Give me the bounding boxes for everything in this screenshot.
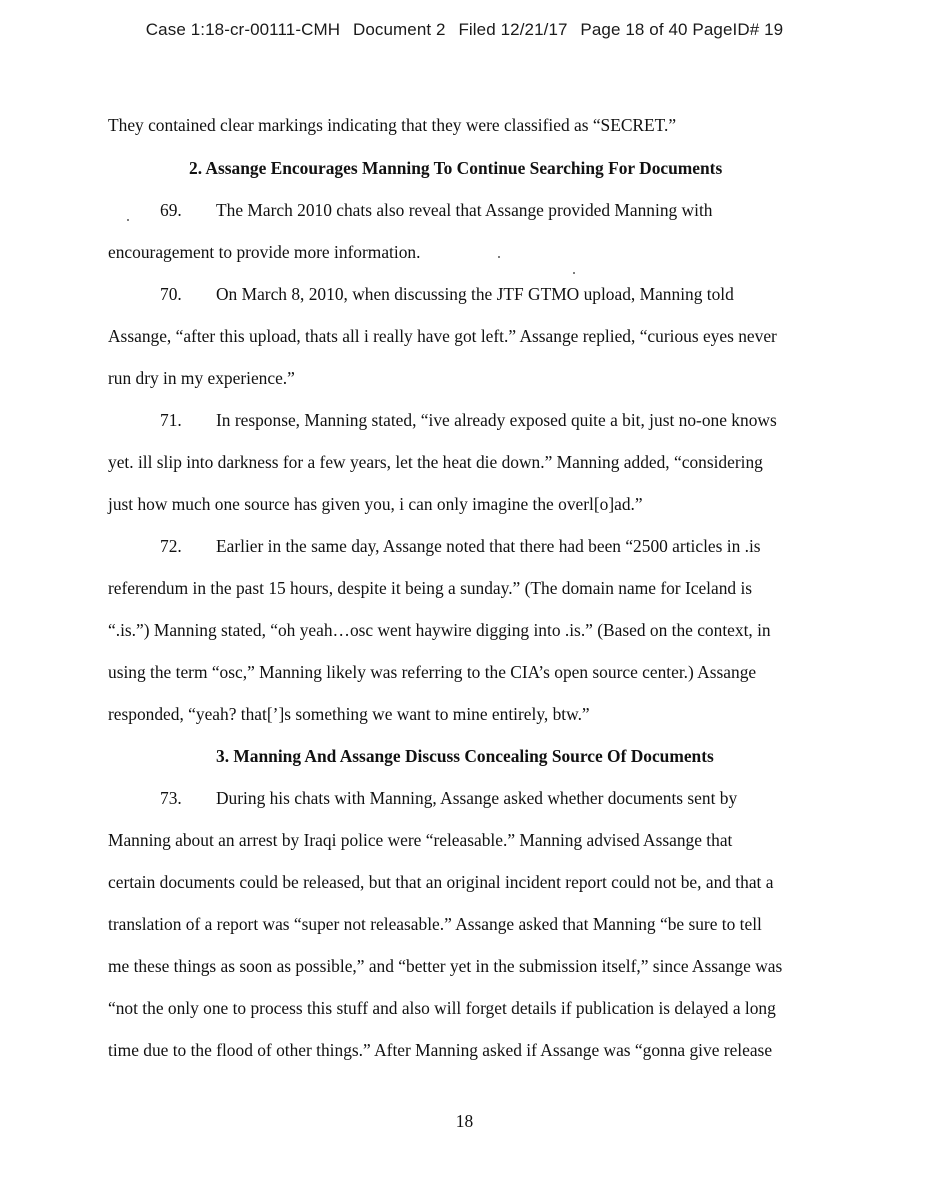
- paragraph-72-line: using the term “osc,” Manning likely was referring to the CIA’s open source center.) Assange: [108, 662, 757, 682]
- paragraph-number-71: 71.: [160, 410, 182, 430]
- paragraph-number-73: 73.: [160, 788, 182, 808]
- page-id: Page 18 of 40 PageID# 19: [580, 20, 784, 39]
- paragraph-73-line: “not the only one to process this stuff and also will forget details if publication is delayed a long: [108, 998, 776, 1018]
- section-heading-2: 2. Assange Encourages Manning To Continue Searching For Documents: [189, 158, 723, 178]
- paragraph-72-line: Earlier in the same day, Assange noted that there had been “2500 articles in .is: [216, 536, 761, 556]
- paragraph-number-72: 72.: [160, 536, 182, 556]
- paragraph-73-line: During his chats with Manning, Assange asked whether documents sent by: [216, 788, 738, 808]
- paragraph-73-line: translation of a report was “super not releasable.” Assange asked that Manning “be sure to tell: [108, 914, 762, 934]
- scan-speck: [573, 272, 575, 274]
- paragraph-73-line: me these things as soon as possible,” and “better yet in the submission itself,” since Assange was: [108, 956, 783, 976]
- paragraph-72-line: referendum in the past 15 hours, despite it being a sunday.” (The domain name for Iceland is: [108, 578, 753, 598]
- paragraph-71-line: In response, Manning stated, “ive already exposed quite a bit, just no-one knows: [216, 410, 777, 430]
- case-header: [0, 20, 929, 40]
- paragraph-70-line: run dry in my experience.”: [108, 368, 295, 388]
- paragraph-number-69: 69.: [160, 200, 182, 220]
- paragraph-71-line: just how much one source has given you, i can only imagine the overl[o]ad.”: [108, 494, 643, 514]
- scan-speck: [498, 256, 500, 258]
- section-heading-3: 3. Manning And Assange Discuss Concealing Source Of Documents: [216, 746, 714, 766]
- page-number: 18: [455, 1111, 474, 1131]
- paragraph-69-line: encouragement to provide more information.: [108, 242, 421, 262]
- paragraph-70-line: Assange, “after this upload, thats all i really have got left.” Assange replied, “curious eyes never: [108, 326, 777, 346]
- case-number: Case 1:18-cr-00111-CMH: [145, 20, 341, 39]
- paragraph-69-line: The March 2010 chats also reveal that Assange provided Manning with: [216, 200, 713, 220]
- continuation-text: They contained clear markings indicating that they were classified as “SECRET.”: [108, 115, 677, 135]
- paragraph-71-line: yet. ill slip into darkness for a few years, let the heat die down.” Manning added, “considering: [108, 452, 763, 472]
- document-number: Document 2: [352, 20, 446, 39]
- paragraph-72-line: responded, “yeah? that[’]s something we want to mine entirely, btw.”: [108, 704, 590, 724]
- paragraph-73-line: Manning about an arrest by Iraqi police were “releasable.” Manning advised Assange that: [108, 830, 733, 850]
- scan-speck: [127, 219, 129, 221]
- paragraph-73-line: time due to the flood of other things.” After Manning asked if Assange was “gonna give release: [108, 1040, 773, 1060]
- paragraph-73-line: certain documents could be released, but that an original incident report could not be, and that a: [108, 872, 774, 892]
- filed-date: Filed 12/21/17: [458, 20, 568, 39]
- paragraph-70-line: On March 8, 2010, when discussing the JTF GTMO upload, Manning told: [216, 284, 734, 304]
- paragraph-72-line: “.is.”) Manning stated, “oh yeah…osc went haywire digging into .is.” (Based on the context, in: [108, 620, 771, 640]
- paragraph-number-70: 70.: [160, 284, 182, 304]
